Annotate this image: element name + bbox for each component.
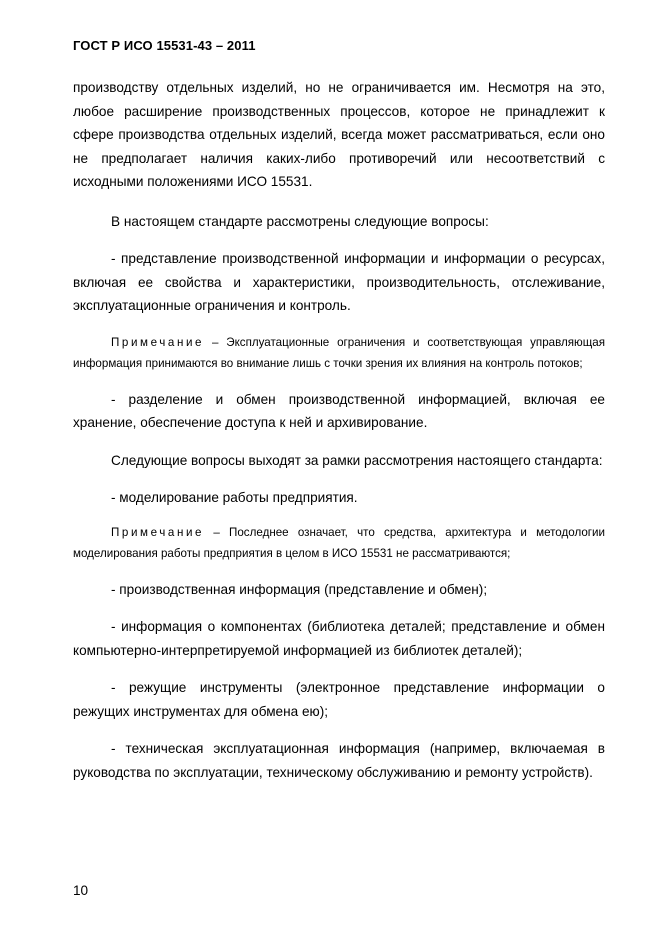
note-2-label: Примечание <box>111 525 205 539</box>
note-2-text: – Последнее означает, что средства, архитектура и методологии моделирования работы предприятия в целом в ИСО 15531 не рассматриваются; <box>73 525 605 560</box>
page-number: 10 <box>73 883 89 898</box>
list-item-enterprise-modeling: - моделирование работы предприятия. <box>111 490 358 505</box>
list-item-resources: - представление производственной информации и информации о ресурсах, включая ее свойства и характеристики, производительность, отслеживание, эксплуатационные ограничения и контроль. <box>73 251 605 313</box>
note-2 <box>73 522 605 564</box>
note-1 <box>73 332 605 374</box>
list-item-cutting-tools: - режущие инструменты (электронное представление информации о режущих инструментах для обмена ею); <box>73 680 605 719</box>
note-1-text: – Эксплуатационные ограничения и соответствующая управляющая информация принимаются во внимание лишь с точки зрения их влияния на контроль потоков; <box>73 335 605 370</box>
note-1-label: Примечание <box>111 335 205 349</box>
paragraph-exclusions-intro: Следующие вопросы выходят за рамки рассмотрения настоящего стандарта: <box>111 452 603 468</box>
paragraph-scope-intro: В настоящем стандарте рассмотрены следующие вопросы: <box>111 213 489 229</box>
paragraph-continuation: производству отдельных изделий, но не ограничивается им. Несмотря на это, любое расширение производственных процессов, которое не принадлежит к сфере производства отдельных изделий, всегда может рассматриваться, если оно не предполагает наличия каких-либо противоречий или несоответствий с исходными положениями ИСО 15531. <box>73 80 605 189</box>
list-item-components: - информация о компонентах (библиотека деталей; представление и обмен компьютерно-интерпретируемой информацией из библиотек деталей); <box>73 619 605 658</box>
list-item-product-info: - производственная информация (представление и обмен); <box>111 581 488 597</box>
document-body <box>73 76 605 784</box>
list-item-maintenance-info: - техническая эксплуатационная информация (например, включаемая в руководства по эксплуатации, техническому обслуживанию и ремонту устройств). <box>73 741 605 780</box>
document-header: ГОСТ Р ИСО 15531-43 – 2011 <box>73 38 256 53</box>
list-item-exchange: - разделение и обмен производственной информацией, включая ее хранение, обеспечение доступа к ней и архивирование. <box>73 391 605 430</box>
